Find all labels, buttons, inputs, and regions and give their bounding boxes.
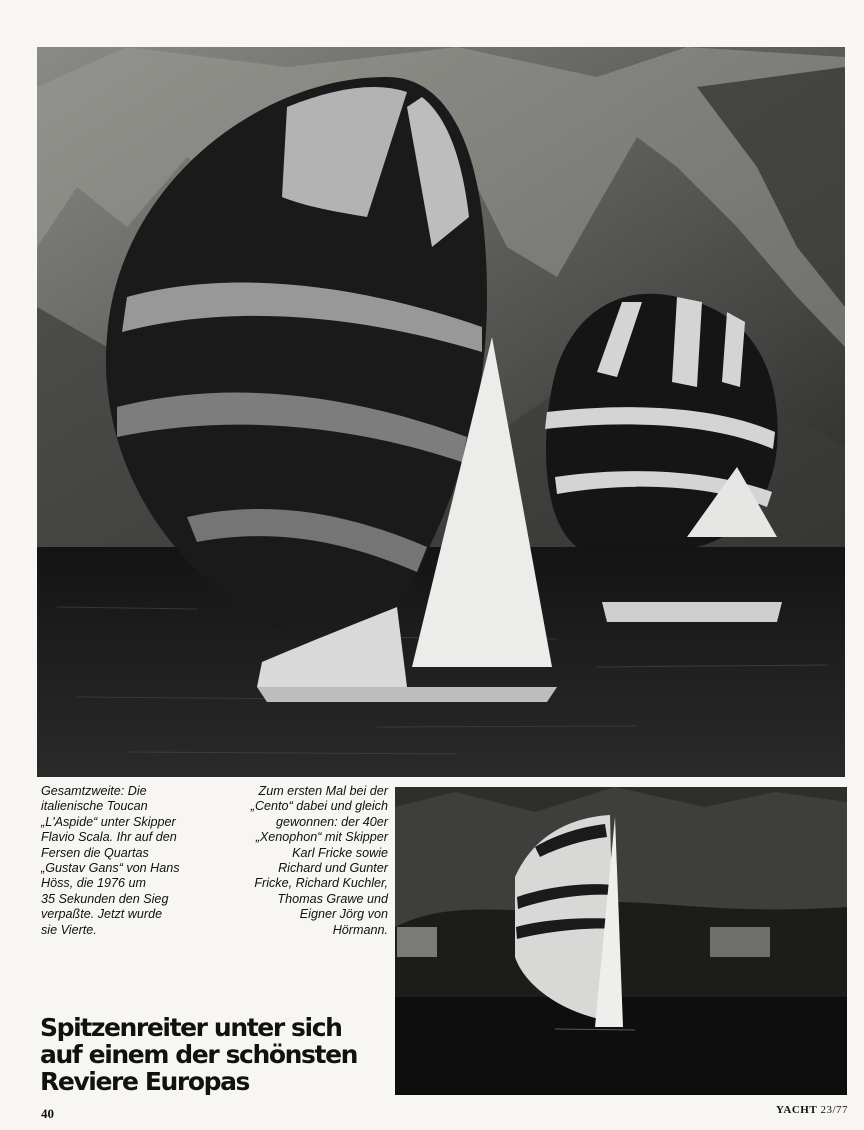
secondary-photo-illustration (395, 787, 847, 1095)
article-headline: Spitzenreiter unter sich auf einem der schönsten Reviere Europas (40, 1013, 358, 1096)
caption-right: Zum ersten Mal bei der „Cento“ dabei und gleich gewonnen: der 40er „Xenophon“ mit Skipper Karl Fricke sowie Richard und Gunter Fricke, Richard Kuchler, Thomas Grawe und Eigner Jörg von Hörmann. (250, 784, 388, 937)
issue-number: 23/77 (820, 1104, 848, 1116)
main-photo-illustration (37, 47, 845, 777)
caption-left: Gesamtzweite: Die italienische Toucan „L'Aspide“ unter Skipper Flavio Scala. Ihr auf den Fersen die Quartas „Gustav Gans“ von Hans Höss, die 1976 um 35 Sekunden den Sieg verpaßte. Jetzt wurde sie Vierte. (41, 784, 180, 937)
magazine-folio (776, 1104, 848, 1116)
secondary-photo-yacht (395, 787, 847, 1095)
main-photo-spinnaker-yachts (37, 47, 845, 777)
page-number: 40 (41, 1106, 54, 1121)
magazine-name: YACHT (775, 1104, 818, 1116)
